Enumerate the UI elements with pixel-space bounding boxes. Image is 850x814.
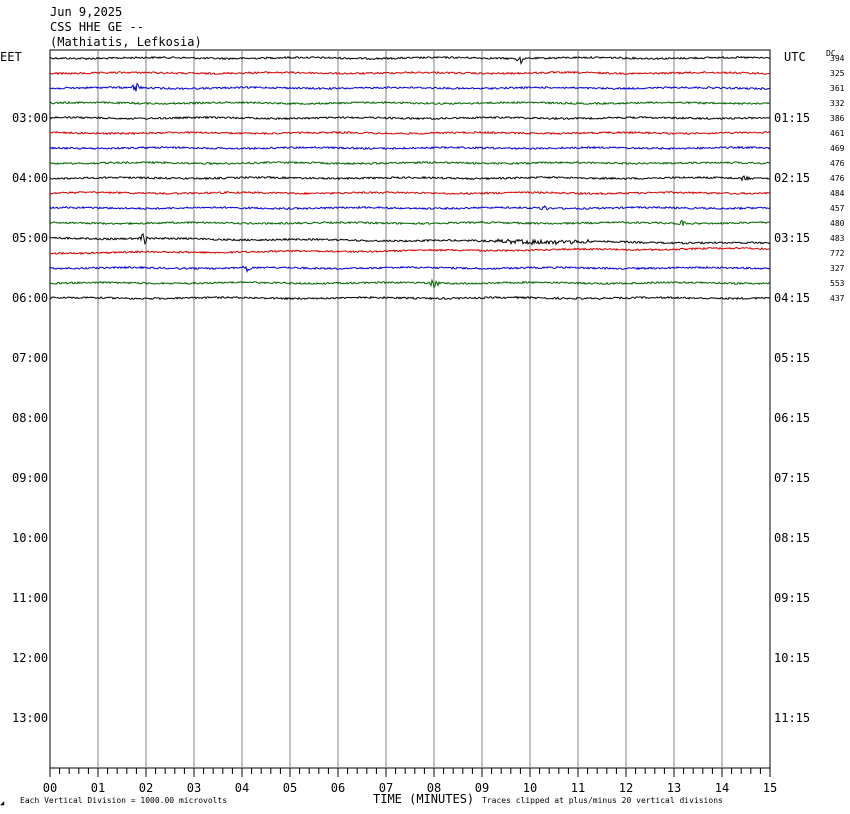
x-tick-label: 09 bbox=[474, 781, 490, 795]
x-tick-label: 11 bbox=[570, 781, 586, 795]
local-hour-label: 12:00 bbox=[12, 651, 49, 665]
x-tick-label: 07 bbox=[378, 781, 394, 795]
x-tick-label: 15 bbox=[762, 781, 778, 795]
dc-offset-label: 457 bbox=[830, 204, 845, 213]
local-hour-label: 07:00 bbox=[12, 351, 49, 365]
seismic-trace bbox=[50, 297, 770, 300]
chart-station: CSS HHE GE -- bbox=[50, 20, 144, 34]
local-hour-label: 06:00 bbox=[12, 291, 49, 305]
local-hour-label: 11:00 bbox=[12, 591, 49, 605]
dc-offset-label: 394 bbox=[830, 54, 845, 63]
seismic-trace bbox=[50, 84, 770, 92]
dc-offset-label: 325 bbox=[830, 69, 845, 78]
utc-hour-label: 09:15 bbox=[774, 591, 811, 605]
dc-offset-label: 361 bbox=[830, 84, 845, 93]
right-timezone-label: UTC bbox=[784, 50, 806, 64]
x-tick-label: 03 bbox=[186, 781, 202, 795]
dc-offset-label: 386 bbox=[830, 114, 845, 123]
utc-hour-label: 05:15 bbox=[774, 351, 811, 365]
x-tick-label: 06 bbox=[330, 781, 346, 795]
plot-frame bbox=[50, 50, 770, 768]
local-hour-label: 09:00 bbox=[12, 471, 49, 485]
dc-offset-label: 327 bbox=[830, 264, 845, 273]
left-timezone-label: EET bbox=[0, 50, 22, 64]
dc-offset-label: 476 bbox=[830, 159, 845, 168]
x-tick-label: 01 bbox=[90, 781, 106, 795]
local-hour-label: 03:00 bbox=[12, 111, 49, 125]
x-axis-title: TIME (MINUTES) bbox=[373, 792, 475, 806]
x-tick-label: 10 bbox=[522, 781, 538, 795]
chart-location: (Mathiatis, Lefkosia) bbox=[50, 35, 202, 49]
dc-offset-label: 461 bbox=[830, 129, 845, 138]
x-tick-label: 08 bbox=[426, 781, 442, 795]
x-tick-label: 04 bbox=[234, 781, 250, 795]
utc-hour-label: 01:15 bbox=[774, 111, 811, 125]
utc-hour-label: 03:15 bbox=[774, 231, 811, 245]
seismic-trace bbox=[50, 248, 770, 255]
utc-hour-label: 07:15 bbox=[774, 471, 811, 485]
local-hour-label: 13:00 bbox=[12, 711, 49, 725]
seismic-trace bbox=[50, 102, 770, 105]
utc-hour-label: 04:15 bbox=[774, 291, 811, 305]
x-tick-label: 02 bbox=[138, 781, 154, 795]
dc-offset-label: 476 bbox=[830, 174, 845, 183]
dc-offset-label: 484 bbox=[830, 189, 845, 198]
seismic-trace bbox=[50, 132, 770, 135]
seismic-trace bbox=[50, 192, 770, 195]
utc-hour-label: 10:15 bbox=[774, 651, 811, 665]
dc-offset-label: 332 bbox=[830, 99, 845, 108]
dc-offset-label: 437 bbox=[830, 294, 845, 303]
seismic-trace bbox=[50, 147, 770, 150]
seismic-trace bbox=[50, 234, 770, 245]
dc-offset-label: 553 bbox=[830, 279, 845, 288]
seismic-trace bbox=[50, 206, 770, 210]
clipping-note: Traces clipped at plus/minus 20 vertical divisions bbox=[482, 796, 723, 805]
seismic-trace bbox=[50, 162, 770, 165]
utc-hour-label: 11:15 bbox=[774, 711, 811, 725]
dc-offset-label: 469 bbox=[830, 144, 845, 153]
x-tick-label: 12 bbox=[618, 781, 634, 795]
seismic-trace bbox=[50, 72, 770, 75]
seismic-trace bbox=[50, 176, 770, 180]
dc-offset-label: 772 bbox=[830, 249, 845, 258]
seismic-trace bbox=[50, 57, 770, 64]
logo-mark: ◢ bbox=[0, 799, 5, 807]
x-tick-label: 14 bbox=[714, 781, 730, 795]
utc-hour-label: 08:15 bbox=[774, 531, 811, 545]
local-hour-label: 04:00 bbox=[12, 171, 49, 185]
utc-hour-label: 06:15 bbox=[774, 411, 811, 425]
seismic-trace bbox=[50, 220, 770, 225]
seismic-trace bbox=[50, 266, 770, 271]
x-tick-label: 00 bbox=[42, 781, 58, 795]
x-tick-label: 13 bbox=[666, 781, 682, 795]
dc-offset-label: 480 bbox=[830, 219, 845, 228]
dc-offset-label: 483 bbox=[830, 234, 845, 243]
local-hour-label: 05:00 bbox=[12, 231, 49, 245]
seismic-trace bbox=[50, 117, 770, 120]
local-hour-label: 08:00 bbox=[12, 411, 49, 425]
seismic-trace bbox=[50, 280, 770, 287]
utc-hour-label: 02:15 bbox=[774, 171, 811, 185]
local-hour-label: 10:00 bbox=[12, 531, 49, 545]
dc-header-label: DC bbox=[826, 49, 836, 58]
chart-date: Jun 9,2025 bbox=[50, 5, 123, 19]
vertical-division-note: Each Vertical Division = 1000.00 microvolts bbox=[20, 796, 228, 805]
x-tick-label: 05 bbox=[282, 781, 298, 795]
